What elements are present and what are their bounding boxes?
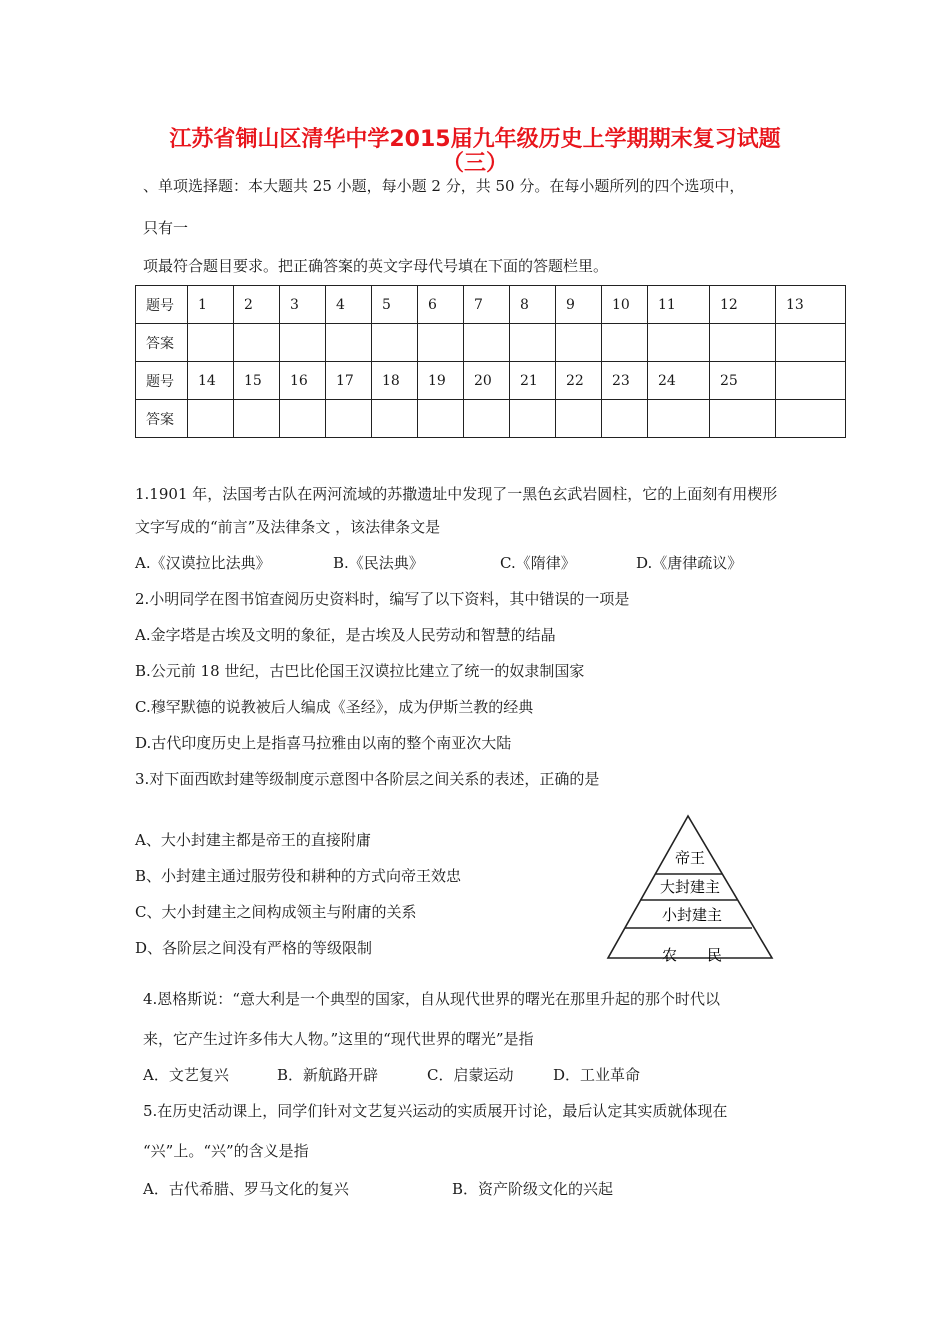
answer-cell[interactable] [648, 324, 710, 362]
question-number-cell: 20 [464, 362, 510, 400]
question-number-cell: 13 [776, 286, 846, 324]
question-number-cell: 22 [556, 362, 602, 400]
question-number-cell: 2 [234, 286, 280, 324]
question-4-option-c: C．启蒙运动 [427, 1066, 514, 1084]
answer-table-row-header: 答案 [136, 324, 188, 362]
question-3-option-a: A、大小封建主都是帝王的直接附庸 [135, 831, 371, 849]
question-number-cell [776, 362, 846, 400]
answer-cell[interactable] [464, 400, 510, 438]
question-1-option-d: D.《唐律疏议》 [636, 554, 743, 572]
feudal-hierarchy-pyramid [600, 810, 780, 970]
question-number-cell: 4 [326, 286, 372, 324]
question-number-cell: 8 [510, 286, 556, 324]
question-1-option-b: B.《民法典》 [333, 554, 424, 572]
question-2-stem: 2.小明同学在图书馆查阅历史资料时，编写了以下资料，其中错误的一项是 [135, 590, 630, 608]
answer-cell[interactable] [234, 400, 280, 438]
question-3-stem: 3.对下面西欧封建等级制度示意图中各阶层之间关系的表述，正确的是 [135, 770, 600, 788]
pyramid-level-lesser-lords: 小封建主 [661, 906, 723, 924]
question-number-cell: 5 [372, 286, 418, 324]
question-5-option-b: B．资产阶级文化的兴起 [452, 1180, 614, 1198]
question-number-cell: 1 [188, 286, 234, 324]
question-1-option-c: C.《隋律》 [500, 554, 576, 572]
question-number-cell: 15 [234, 362, 280, 400]
question-2-option-a: A.金字塔是古埃及文明的象征，是古埃及人民劳动和智慧的结晶 [135, 626, 556, 644]
question-number-cell: 23 [602, 362, 648, 400]
question-1-stem-line1: 1.1901 年，法国考古队在两河流域的苏撒遗址中发现了一黑色玄武岩圆柱，它的上面刻有用楔形 [135, 485, 778, 503]
answer-cell[interactable] [372, 400, 418, 438]
answer-cell[interactable] [710, 324, 776, 362]
question-number-cell: 7 [464, 286, 510, 324]
question-4-option-d: D．工业革命 [553, 1066, 641, 1084]
answer-cell[interactable] [280, 400, 326, 438]
answer-cell[interactable] [710, 400, 776, 438]
question-5-stem-line1: 5.在历史活动课上，同学们针对文艺复兴运动的实质展开讨论，最后认定其实质就体现在 [143, 1102, 728, 1120]
section-instruction-line3: 项最符合题目要求。把正确答案的英文字母代号填在下面的答题栏里。 [143, 257, 609, 275]
question-number-cell: 18 [372, 362, 418, 400]
question-3-option-b: B、小封建主通过服劳役和耕种的方式向帝王效忠 [135, 867, 462, 885]
question-number-cell: 12 [710, 286, 776, 324]
pyramid-level-great-lords: 大封建主 [659, 878, 721, 896]
pyramid-level-peasants: 农 民 [661, 946, 723, 964]
answer-cell[interactable] [234, 324, 280, 362]
question-number-cell: 19 [418, 362, 464, 400]
question-4-stem-line1: 4.恩格斯说：“意大利是一个典型的国家，自从现代世界的曙光在那里升起的那个时代以 [143, 990, 720, 1008]
answer-cell[interactable] [556, 324, 602, 362]
question-number-cell: 14 [188, 362, 234, 400]
question-3-option-c: C、大小封建主之间构成领主与附庸的关系 [135, 903, 417, 921]
answer-cell[interactable] [648, 400, 710, 438]
answer-cell[interactable] [776, 324, 846, 362]
answer-table-row [136, 286, 846, 324]
question-4-option-b: B．新航路开辟 [277, 1066, 379, 1084]
question-4-stem-line2: 来，它产生过许多伟大人物。”这里的“现代世界的曙光”是指 [143, 1030, 534, 1048]
question-number-cell: 17 [326, 362, 372, 400]
question-4-option-a: A．文艺复兴 [143, 1066, 229, 1084]
answer-table-row-header: 答案 [136, 400, 188, 438]
answer-table-row [136, 400, 846, 438]
question-number-cell: 25 [710, 362, 776, 400]
question-5-stem-line2: “兴”上。“兴”的含义是指 [143, 1142, 309, 1160]
answer-cell[interactable] [188, 324, 234, 362]
section-instruction-line2: 只有一 [143, 219, 189, 237]
answer-cell[interactable] [188, 400, 234, 438]
document-subtitle: （三） [441, 151, 508, 176]
pyramid-level-emperor: 帝王 [674, 849, 706, 867]
answer-table-row-header: 题号 [136, 362, 188, 400]
answer-table-row [136, 362, 846, 400]
answer-cell[interactable] [464, 324, 510, 362]
question-number-cell: 11 [648, 286, 710, 324]
question-2-option-b: B.公元前 18 世纪，古巴比伦国王汉谟拉比建立了统一的奴隶制国家 [135, 662, 585, 680]
question-2-option-c: C.穆罕默德的说教被后人编成《圣经》，成为伊斯兰教的经典 [135, 698, 534, 716]
question-5-option-a: A．古代希腊、罗马文化的复兴 [143, 1180, 349, 1198]
answer-cell[interactable] [280, 324, 326, 362]
question-3-option-d: D、各阶层之间没有严格的等级限制 [135, 939, 373, 957]
answer-table [135, 285, 846, 438]
question-1-option-a: A.《汉谟拉比法典》 [135, 554, 271, 572]
question-number-cell: 3 [280, 286, 326, 324]
answer-cell[interactable] [510, 324, 556, 362]
answer-cell[interactable] [556, 400, 602, 438]
answer-cell[interactable] [418, 400, 464, 438]
question-number-cell: 9 [556, 286, 602, 324]
answer-table-row-header: 题号 [136, 286, 188, 324]
question-2-option-d: D.古代印度历史上是指喜马拉雅由以南的整个南亚次大陆 [135, 734, 512, 752]
question-number-cell: 24 [648, 362, 710, 400]
answer-cell[interactable] [326, 324, 372, 362]
question-number-cell: 16 [280, 362, 326, 400]
answer-cell[interactable] [326, 400, 372, 438]
answer-table-row [136, 324, 846, 362]
answer-cell[interactable] [372, 324, 418, 362]
question-number-cell: 10 [602, 286, 648, 324]
answer-cell[interactable] [418, 324, 464, 362]
question-number-cell: 21 [510, 362, 556, 400]
answer-cell[interactable] [510, 400, 556, 438]
document-title: 江苏省铜山区清华中学2015届九年级历史上学期期末复习试题 [169, 127, 781, 152]
answer-cell[interactable] [602, 324, 648, 362]
question-1-stem-line2: 文字写成的“前言”及法律条文 ，该法律条文是 [135, 518, 441, 536]
section-instruction-line1: 、单项选择题：本大题共 25 小题，每小题 2 分，共 50 分。在每小题所列的四个选项中， [143, 177, 745, 195]
question-number-cell: 6 [418, 286, 464, 324]
answer-cell[interactable] [602, 400, 648, 438]
answer-cell[interactable] [776, 400, 846, 438]
